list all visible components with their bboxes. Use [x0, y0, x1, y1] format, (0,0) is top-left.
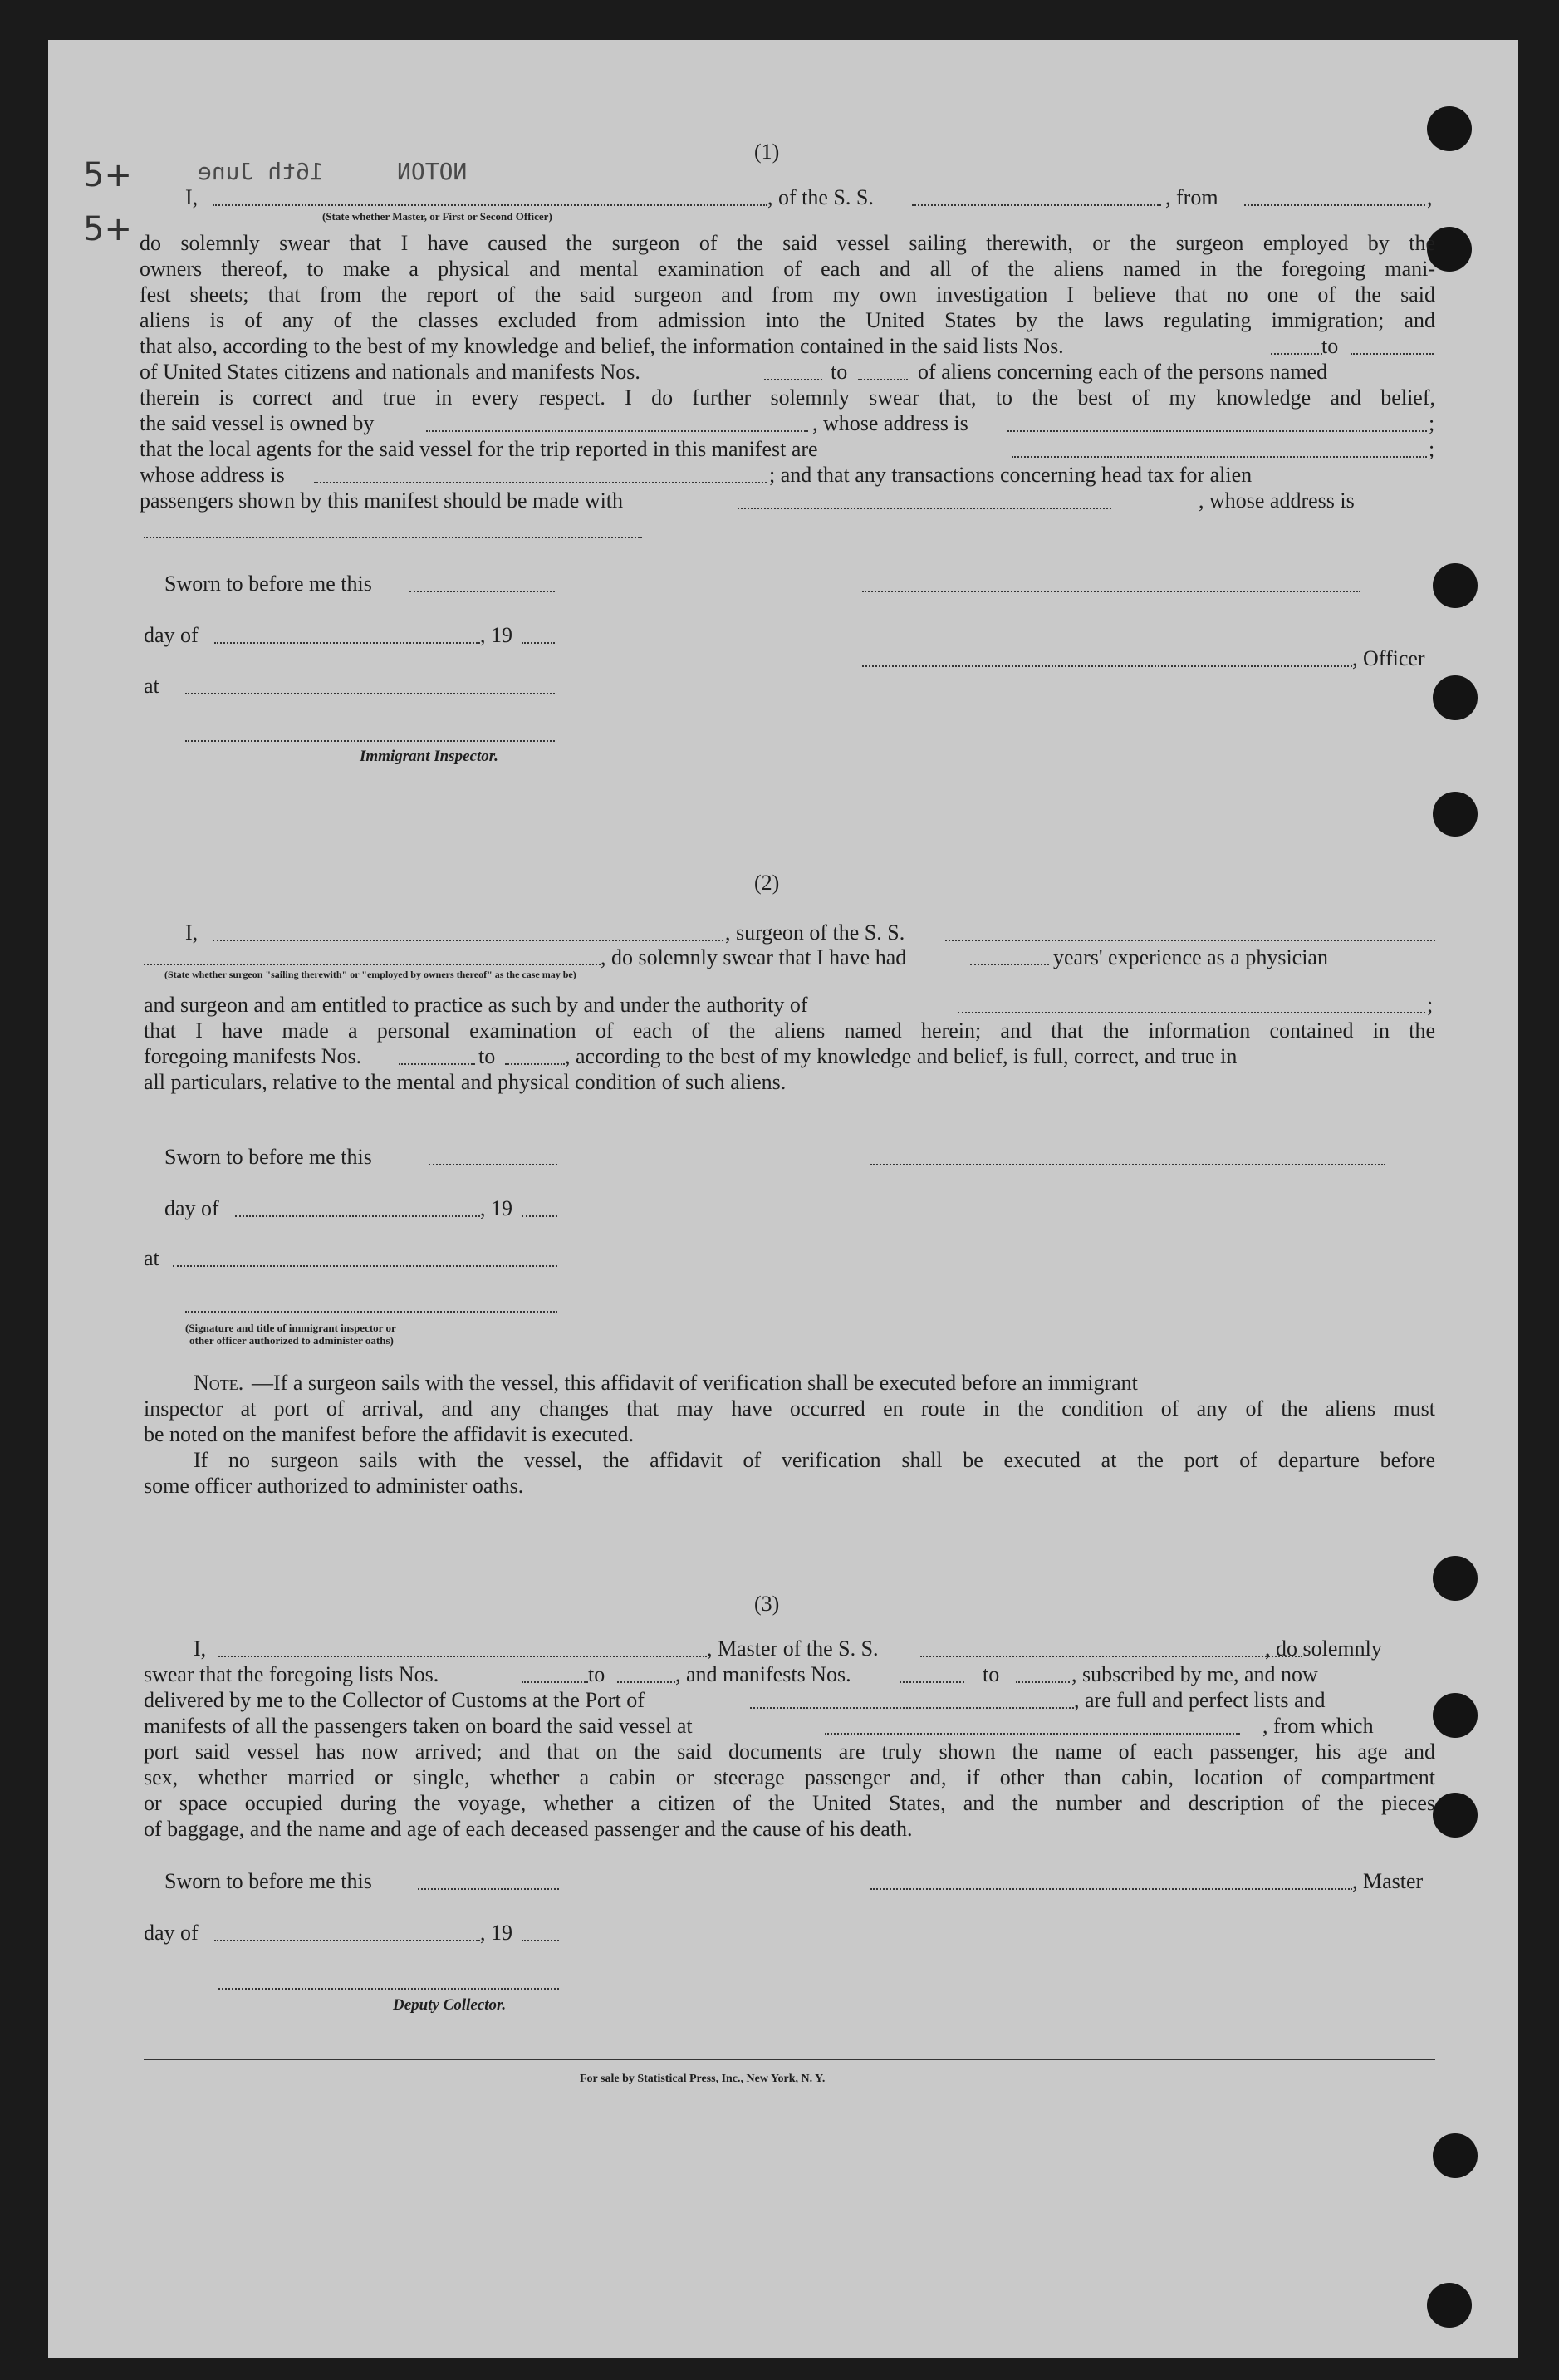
s2-surgeon-of: , surgeon of the S. S. [725, 920, 905, 945]
punch-hole [1433, 1793, 1478, 1838]
s1-owned-by: the said vessel is owned by [140, 411, 375, 435]
s1-owner-address-field[interactable] [1007, 430, 1427, 432]
footer-rule [144, 2059, 1435, 2060]
s2-years-field[interactable] [970, 964, 1049, 965]
s2-authority-field[interactable] [958, 1012, 1425, 1013]
s2-caption: (State whether surgeon "sailing therewith" or "employed by owners thereof" as the case may be) [164, 969, 576, 980]
s3-line: of baggage, and the name and age of each deceased passenger and the cause of his death. [144, 1817, 913, 1841]
s1-at: at [144, 674, 159, 698]
s3-manifests: , and manifests Nos. [675, 1662, 851, 1686]
section-2-number: (2) [754, 871, 780, 895]
s1-line: therein is correct and true in every respect. I do further solemnly swear that, to the best of my knowledge and belief, [140, 385, 1435, 410]
s1-year-field[interactable] [522, 642, 555, 644]
s2-vessel-field[interactable] [945, 940, 1435, 941]
s3-lists-from[interactable] [522, 1681, 588, 1683]
punch-hole [1433, 2133, 1478, 2178]
s2-note: inspector at port of arrival, and any changes that may have occurred en route in the condition of any of the aliens must [144, 1396, 1435, 1421]
s3-i: I, [194, 1637, 207, 1661]
s1-head-tax: ; and that any transactions concerning head tax for alien [769, 463, 1253, 487]
s3-year-field[interactable] [522, 1940, 559, 1941]
s3-line: or space occupied during the voyage, whether a citizen of the United States, and the number and description of the pieces [144, 1791, 1435, 1815]
s2-sig-caption: (Signature and title of immigrant inspector or [185, 1322, 396, 1334]
s3-port-field[interactable] [750, 1707, 1074, 1709]
s2-year: , 19 [480, 1196, 512, 1220]
s3-delivered: delivered by me to the Collector of Customs at the Port of [144, 1688, 645, 1712]
s1-owner-address-label: , whose address is [812, 411, 968, 435]
punch-hole [1433, 675, 1478, 720]
punch-hole [1433, 792, 1478, 837]
s2-years-experience: years' experience as a physician [1053, 945, 1328, 969]
s2-manifests: foregoing manifests Nos. [144, 1044, 362, 1068]
s1-officer: , Officer [1352, 646, 1425, 670]
s1-day-of: day of [144, 623, 199, 647]
manifest-page [48, 40, 1518, 2358]
s3-sworn: Sworn to before me this [164, 1869, 372, 1893]
s3-taken-on-board: manifests of all the passengers taken on board the said vessel at [144, 1714, 693, 1738]
s2-semicolon: ; [1427, 993, 1434, 1017]
s1-passengers: passengers shown by this manifest should be made with [140, 488, 624, 513]
s3-signer: Deputy Collector. [393, 1996, 507, 2014]
s1-line: aliens is of any of the classes excluded from admission into the United States by the laws regulating immigration; and [140, 308, 1435, 332]
s1-owner-field[interactable] [426, 430, 808, 432]
punch-hole [1427, 2283, 1472, 2328]
s2-signature-line[interactable] [870, 1164, 1385, 1165]
punch-hole [1433, 563, 1478, 608]
s2-manifest-from[interactable] [399, 1063, 475, 1065]
s3-vessel-field[interactable] [920, 1656, 1302, 1657]
s1-line-lists: that also, according to the best of my knowledge and belief, the information contained in the said lists Nos. [140, 334, 1064, 358]
s1-name-field[interactable] [213, 204, 767, 206]
s2-manifest-to: to [478, 1044, 496, 1068]
margin-mark: 5+ [83, 210, 132, 248]
s1-sworn-field[interactable] [409, 591, 555, 592]
s3-manifest-from[interactable] [900, 1681, 964, 1683]
section-3-number: (3) [754, 1592, 780, 1616]
s2-sworn-field[interactable] [429, 1164, 557, 1165]
s1-manifest-rest: of aliens concerning each of the persons named [918, 360, 1328, 384]
s1-year: , 19 [480, 623, 512, 647]
s2-inspector-line[interactable] [185, 1311, 557, 1313]
s1-line: do solemnly swear that I have caused the surgeon of the said vessel sailing therewith, or the surgeon employed by the [140, 231, 1435, 255]
s1-line: fest sheets; that from the report of the said surgeon and from my own investigation I believe that no one of the said [140, 282, 1435, 307]
punch-hole [1433, 1693, 1478, 1738]
s1-line: owners thereof, to make a physical and mental examination of each and all of the aliens named in the foregoing mani- [140, 257, 1435, 281]
s2-according: , according to the best of my knowledge and belief, is full, correct, and true in [565, 1044, 1238, 1068]
s1-vessel-field[interactable] [912, 204, 1161, 206]
s3-lists-to-field[interactable] [617, 1681, 675, 1683]
s1-at-field[interactable] [185, 693, 555, 694]
s2-sig-caption: other officer authorized to administer oaths) [189, 1334, 394, 1347]
s3-line: port said vessel has now arrived; and that on the said documents are truly shown the name of each passenger, his age and [144, 1740, 1435, 1764]
s3-master-of: , Master of the S. S. [707, 1637, 879, 1661]
s2-name-field[interactable] [213, 940, 723, 941]
s1-inspector-line[interactable] [185, 740, 555, 742]
s3-solemnly: , do solemnly [1265, 1637, 1382, 1661]
s2-note-label: Note. [194, 1371, 244, 1395]
footer-imprint: For sale by Statistical Press, Inc., New York, N. Y. [580, 2073, 826, 2085]
punch-hole [1427, 106, 1472, 151]
s2-solemnly: , do solemnly swear that I have had [601, 945, 907, 969]
s1-day-field[interactable] [214, 642, 480, 644]
s3-lists: swear that the foregoing lists Nos. [144, 1662, 439, 1686]
s1-i: I, [185, 185, 199, 209]
margin-mark: 5+ [83, 156, 132, 194]
s1-signer: Immigrant Inspector. [360, 748, 498, 765]
s3-day-of: day of [144, 1921, 199, 1945]
s1-whose-address: whose address is [140, 463, 285, 487]
s3-line: sex, whether married or single, whether a cabin or steerage passenger and, if other than cabin, location of compartment [144, 1765, 1435, 1789]
s1-semicolon: ; [1429, 411, 1435, 435]
s1-head-tax-field[interactable] [738, 508, 1111, 509]
s2-note: be noted on the manifest before the affidavit is executed. [144, 1422, 635, 1446]
s3-manifest-to: to [983, 1662, 1000, 1686]
s3-full-perfect: , are full and perfect lists and [1074, 1688, 1326, 1712]
s3-departure-field[interactable] [825, 1733, 1240, 1735]
stamp-fragment: NOTON [397, 158, 468, 185]
s3-day-field[interactable] [214, 1940, 480, 1941]
s1-agents: that the local agents for the said vessel for the trip reported in this manifest are [140, 437, 818, 461]
s3-master: , Master [1352, 1869, 1424, 1893]
s1-sworn: Sworn to before me this [164, 572, 372, 596]
s1-signature-line[interactable] [862, 591, 1360, 592]
s2-note: —If a surgeon sails with the vessel, this affidavit of verification shall be executed before an immigrant [252, 1371, 1138, 1395]
section-1-number: (1) [754, 140, 780, 164]
s1-semicolon: ; [1429, 437, 1435, 461]
s2-i: I, [185, 920, 199, 945]
s2-sworn: Sworn to before me this [164, 1145, 372, 1169]
s3-from-which: , from which [1262, 1714, 1374, 1738]
s1-manifest-to: to [831, 360, 848, 384]
s3-lists-to: to [588, 1662, 605, 1686]
s1-from-field[interactable] [1244, 204, 1425, 206]
s3-subscribed: , subscribed by me, and now [1071, 1662, 1318, 1686]
s3-year: , 19 [480, 1921, 512, 1945]
s1-from: , from [1165, 185, 1218, 209]
s2-day-of: day of [164, 1196, 219, 1220]
s3-collector-line[interactable] [218, 1988, 559, 1990]
stamp-date: 16th June [198, 158, 324, 185]
s3-sworn-field[interactable] [418, 1888, 559, 1890]
s2-manifest-to-field[interactable] [505, 1063, 565, 1065]
s1-manifests: of United States citizens and nationals and manifests Nos. [140, 360, 640, 384]
s2-at: at [144, 1246, 159, 1270]
s2-line: all particulars, relative to the mental and physical condition of such aliens. [144, 1070, 787, 1094]
s1-lists-from[interactable] [1271, 353, 1322, 355]
punch-hole [1433, 1556, 1478, 1601]
s1-whose-address-2: , whose address is [1199, 488, 1355, 513]
s1-of-ss: , of the S. S. [767, 185, 874, 209]
s1-manifest-from[interactable] [764, 379, 822, 380]
s2-at-field[interactable] [173, 1265, 557, 1267]
s2-authority: and surgeon and am entitled to practice as such by and under the authority of [144, 993, 808, 1017]
s3-master-line[interactable] [870, 1888, 1352, 1890]
s3-name-field[interactable] [218, 1656, 707, 1657]
s2-note: If no surgeon sails with the vessel, the affidavit of verification shall be executed at the port of departure before [194, 1448, 1435, 1472]
s1-officer-line[interactable] [862, 665, 1352, 667]
s2-line: that I have made a personal examination of each of the aliens named herein; and that the information contained in the [144, 1018, 1435, 1043]
s1-comma: , [1427, 185, 1433, 209]
s1-agents-field[interactable] [1012, 456, 1427, 458]
s1-lists-to-field[interactable] [1351, 353, 1434, 355]
s1-manifest-to-field[interactable] [858, 379, 908, 380]
s1-agent-address-field[interactable] [314, 482, 767, 483]
s2-capacity-field[interactable] [144, 964, 601, 965]
s1-caption: (State whether Master, or First or Second Officer) [322, 210, 552, 223]
s2-day-field[interactable] [235, 1215, 480, 1217]
s2-year-field[interactable] [522, 1215, 557, 1217]
s1-head-tax-address-field[interactable] [144, 537, 642, 538]
s2-note: some officer authorized to administer oaths. [144, 1474, 524, 1498]
s1-lists-to: to [1321, 334, 1339, 358]
s3-manifest-to-field[interactable] [1016, 1681, 1070, 1683]
